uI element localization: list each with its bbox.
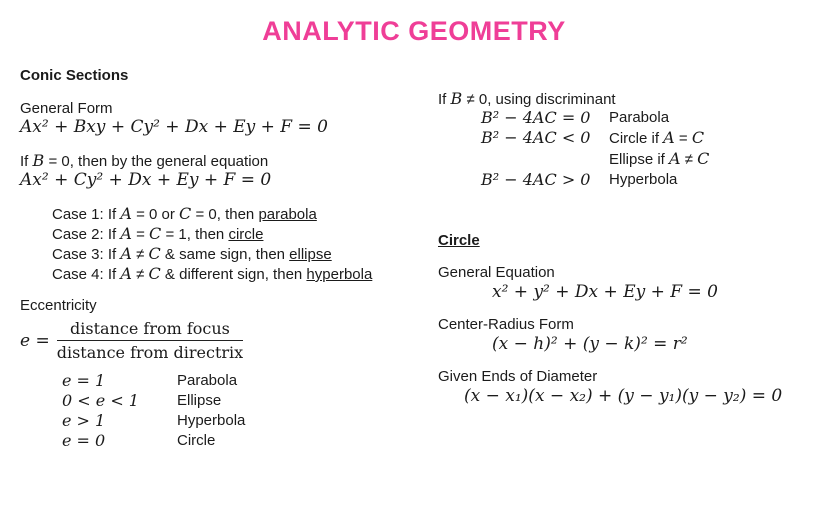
discriminant-expr: B² − 4AC < 0 [481, 128, 591, 147]
eccentricity-fraction [57, 319, 243, 362]
text-segment: Case 1: If [52, 206, 121, 223]
e-table-cond: e = 0 [62, 431, 106, 450]
fraction-denominator: distance from directrix [56, 343, 244, 362]
text-segment: = 1, then [161, 226, 229, 243]
e-table-result: Ellipse [177, 392, 222, 409]
ends-of-diameter-formula: (x − x₁)(x − x₂) + (y − y₁)(y − y₂) = 0 [464, 386, 783, 406]
text-segment: = [674, 130, 692, 147]
circle-heading: Circle [438, 232, 480, 249]
e-table-result: Circle [177, 432, 216, 449]
discriminant-intro [438, 89, 616, 108]
text-segment: ≠ [680, 151, 698, 168]
cases-list [52, 204, 372, 284]
text-segment: Ellipse if [609, 151, 670, 168]
discriminant-table [481, 108, 709, 190]
page-title: ANALYTIC GEOMETRY [262, 16, 566, 46]
eccentricity-table [62, 371, 245, 451]
discriminant-expr: B² − 4AC > 0 [481, 170, 591, 189]
text-segment: = [131, 226, 150, 243]
conic-sections-heading: Conic Sections [20, 67, 129, 84]
general-equation-formula: x² + y² + Dx + Ey + F = 0 [492, 282, 718, 302]
text-segment: A [669, 149, 681, 168]
case-2-line [52, 224, 372, 244]
discriminant-label [609, 149, 709, 170]
text-segment: = 0, then [191, 206, 259, 223]
e-table-cond: e = 1 [62, 371, 106, 390]
text-segment: circle [228, 226, 264, 243]
text-segment: ≠ [131, 266, 149, 283]
discriminant-label [609, 128, 709, 149]
case-3-line [52, 244, 372, 264]
general-form-label: General Form [20, 100, 113, 117]
b-zero-intro [20, 151, 268, 170]
text-segment: Case 4: If [52, 266, 121, 283]
fraction-numerator: distance from focus [57, 319, 243, 341]
text-segment: hyperbola [306, 266, 373, 283]
text-segment: ≠ 0, using discriminant [462, 91, 616, 108]
text-segment: If [20, 153, 33, 170]
eccentricity-formula [20, 319, 243, 362]
e-table-result: Parabola [177, 372, 238, 389]
e-table-cond: 0 < e < 1 [62, 391, 139, 410]
e-table-cond: e > 1 [62, 411, 106, 430]
text-segment: A [120, 224, 132, 243]
discriminant-expr [481, 149, 609, 170]
center-radius-label: Center-Radius Form [438, 316, 574, 333]
case-4-line [52, 264, 372, 284]
text-segment: Circle if [609, 130, 664, 147]
general-form-equation: Ax² + Bxy + Cy² + Dx + Ey + F = 0 [20, 117, 328, 137]
discriminant-label [609, 170, 709, 190]
text-segment: C [179, 204, 192, 223]
text-segment: ≠ [131, 246, 149, 263]
ends-of-diameter-label: Given Ends of Diameter [438, 368, 598, 385]
case-1-line [52, 204, 372, 224]
text-segment: ellipse [289, 246, 332, 263]
text-segment: parabola [258, 206, 317, 223]
text-segment: & different sign, then [160, 266, 307, 283]
text-segment: B [450, 89, 463, 108]
text-segment: B [32, 151, 45, 170]
eccentricity-label: Eccentricity [20, 297, 97, 314]
text-segment: & same sign, then [160, 246, 290, 263]
text-segment: A [663, 128, 675, 147]
general-equation-label: General Equation [438, 264, 555, 281]
center-radius-formula: (x − h)² + (y − k)² = r² [492, 334, 688, 354]
text-segment: Case 2: If [52, 226, 121, 243]
text-segment: A [120, 264, 132, 283]
discriminant-label [609, 108, 709, 128]
text-segment: C [697, 149, 710, 168]
eccentricity-lhs: e = [20, 330, 50, 351]
b-zero-equation: Ax² + Cy² + Dx + Ey + F = 0 [20, 170, 272, 190]
text-segment: If [438, 91, 451, 108]
e-table-result: Hyperbola [177, 412, 246, 429]
text-segment: = 0 or [131, 206, 180, 223]
text-segment: C [148, 264, 161, 283]
text-segment: C [149, 224, 162, 243]
discriminant-expr: B² − 4AC = 0 [481, 108, 591, 127]
text-segment: Parabola [609, 109, 670, 126]
text-segment: C [691, 128, 705, 147]
text-segment: Hyperbola [609, 171, 678, 188]
text-segment: = 0, then by the general equation [44, 153, 269, 170]
text-segment: C [148, 244, 161, 263]
text-segment: Case 3: If [52, 246, 121, 263]
text-segment: A [120, 244, 132, 263]
text-segment: A [120, 204, 132, 223]
